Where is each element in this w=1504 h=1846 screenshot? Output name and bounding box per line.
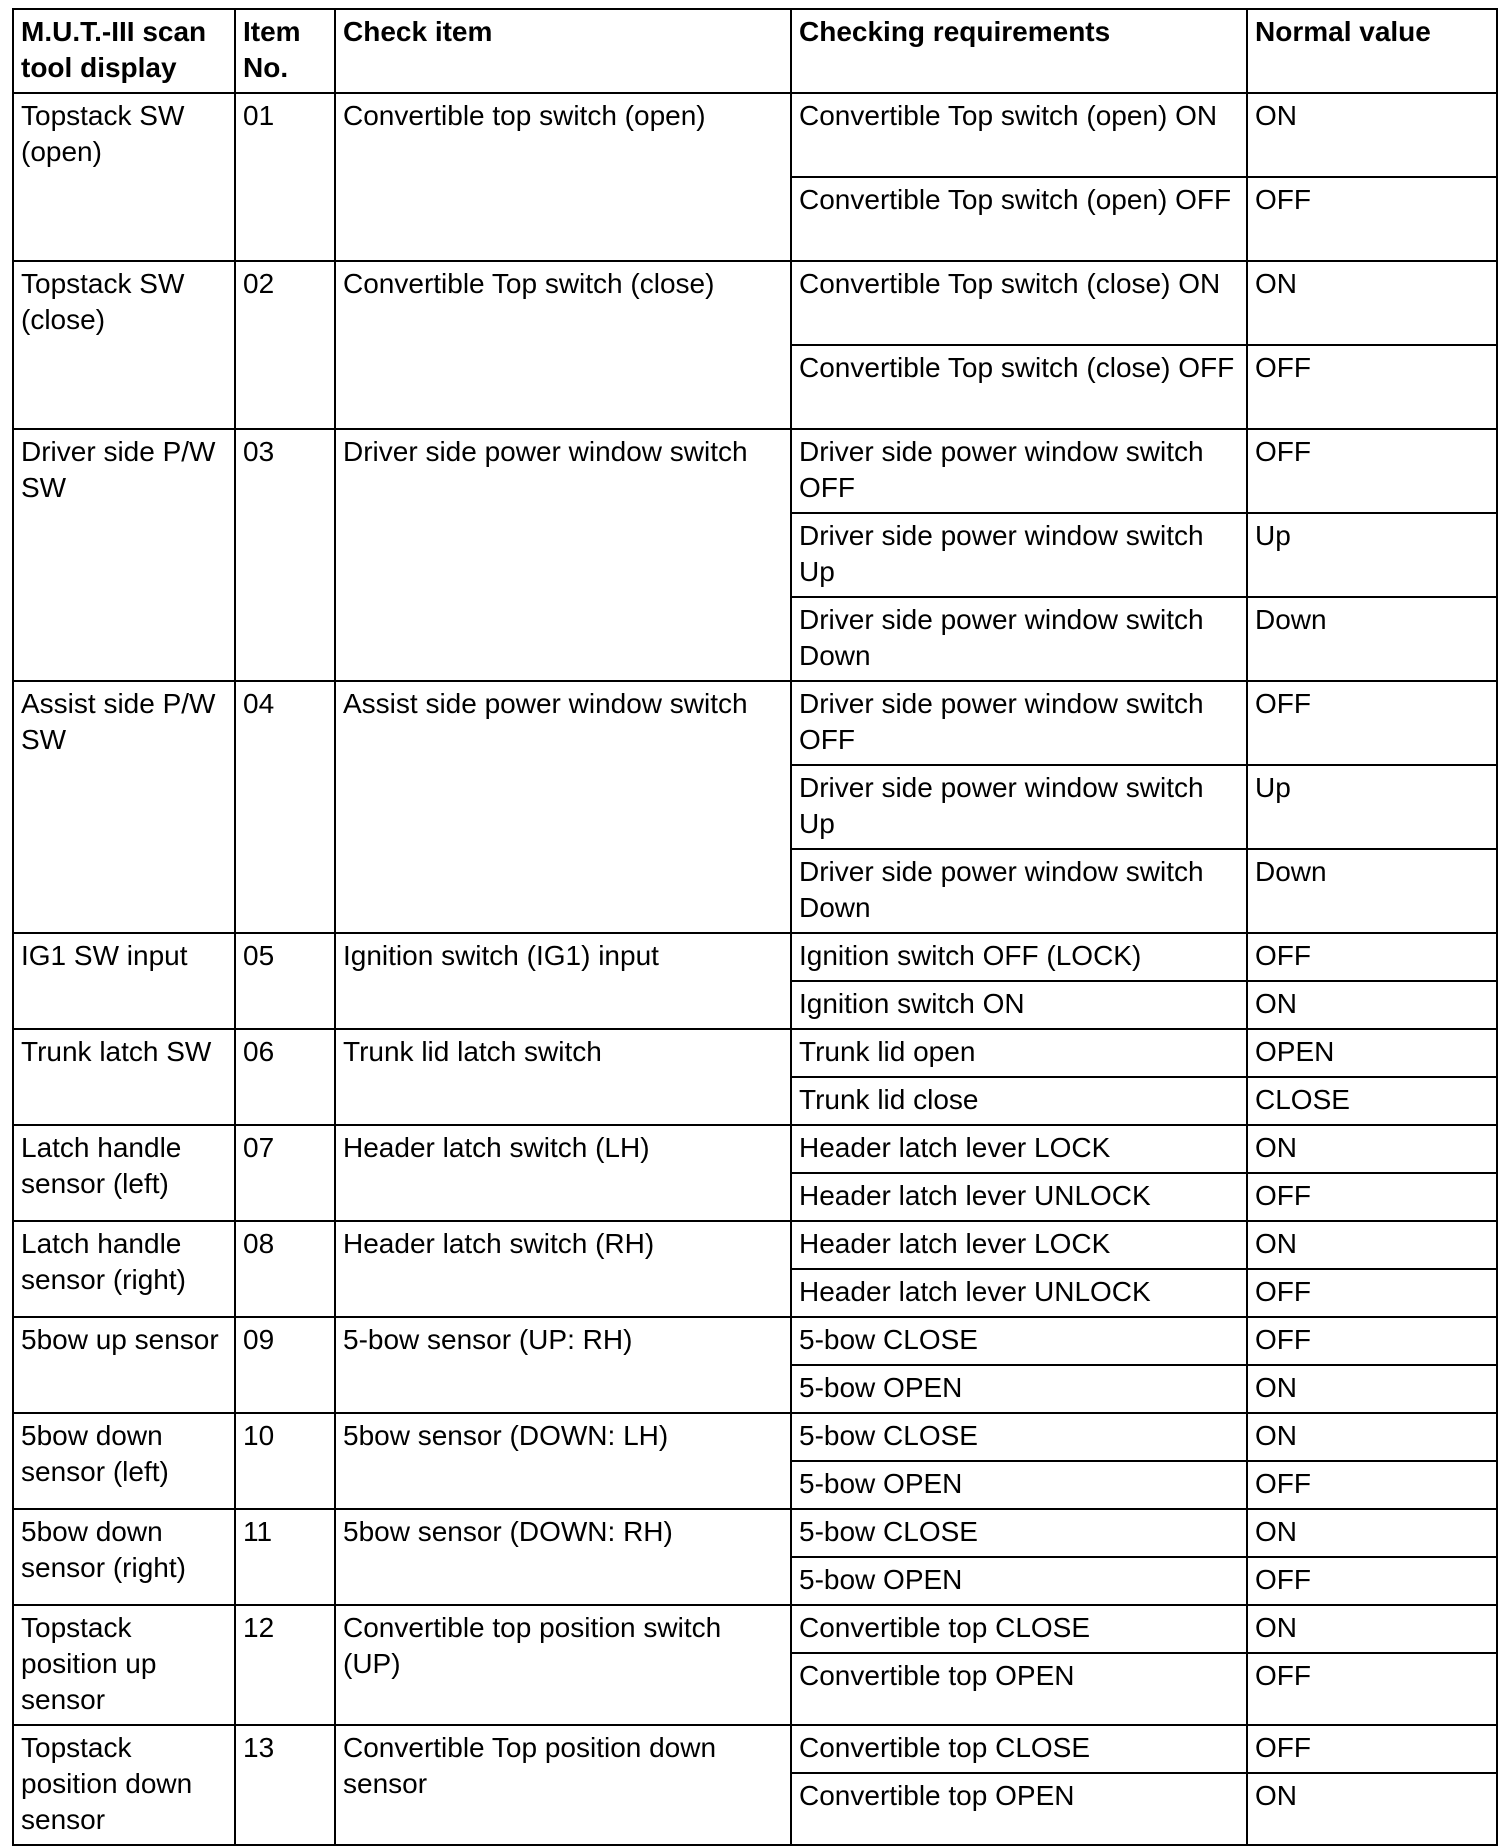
table-row <box>13 1509 1497 1557</box>
checking-requirement-cell: 5-bow OPEN <box>791 1365 1247 1413</box>
normal-value-cell: OPEN <box>1247 1029 1497 1077</box>
inspection-table <box>12 8 1498 1846</box>
item-no-cell: 03 <box>235 429 335 681</box>
normal-value-cell: ON <box>1247 1509 1497 1557</box>
item-no-cell: 08 <box>235 1221 335 1317</box>
checking-requirement-cell: Trunk lid close <box>791 1077 1247 1125</box>
normal-value-cell: ON <box>1247 1365 1497 1413</box>
checking-requirement-cell: Convertible Top switch (close) OFF <box>791 345 1247 429</box>
normal-value-cell: ON <box>1247 93 1497 177</box>
scan-tool-display-cell: Driver side P/W SW <box>13 429 235 681</box>
check-item-cell: Convertible top position switch (UP) <box>335 1605 791 1725</box>
normal-value-cell: OFF <box>1247 681 1497 765</box>
scan-tool-display-cell: 5bow down sensor (right) <box>13 1509 235 1605</box>
scan-tool-display-cell: Assist side P/W SW <box>13 681 235 933</box>
checking-requirement-cell: Driver side power window switch Down <box>791 597 1247 681</box>
checking-requirement-cell: Convertible top CLOSE <box>791 1605 1247 1653</box>
checking-requirement-cell: Header latch lever LOCK <box>791 1221 1247 1269</box>
check-item-cell: Trunk lid latch switch <box>335 1029 791 1125</box>
table-row <box>13 681 1497 765</box>
normal-value-cell: OFF <box>1247 1269 1497 1317</box>
header-normal-value: Normal value <box>1247 9 1497 93</box>
normal-value-cell: OFF <box>1247 1653 1497 1725</box>
item-no-cell: 12 <box>235 1605 335 1725</box>
scan-tool-display-cell: Trunk latch SW <box>13 1029 235 1125</box>
checking-requirement-cell: Header latch lever UNLOCK <box>791 1269 1247 1317</box>
normal-value-cell: ON <box>1247 1773 1497 1845</box>
scan-tool-display-cell: 5bow up sensor <box>13 1317 235 1413</box>
normal-value-cell: ON <box>1247 981 1497 1029</box>
checking-requirement-cell: Ignition switch OFF (LOCK) <box>791 933 1247 981</box>
item-no-cell: 09 <box>235 1317 335 1413</box>
check-item-cell: Convertible Top position down sensor <box>335 1725 791 1845</box>
item-no-cell: 07 <box>235 1125 335 1221</box>
normal-value-cell: OFF <box>1247 1557 1497 1605</box>
table-row <box>13 1125 1497 1173</box>
header-row <box>13 9 1497 93</box>
checking-requirement-cell: Driver side power window switch OFF <box>791 681 1247 765</box>
table-row <box>13 1317 1497 1365</box>
checking-requirement-cell: Driver side power window switch Up <box>791 765 1247 849</box>
check-item-cell: Assist side power window switch <box>335 681 791 933</box>
checking-requirement-cell: 5-bow OPEN <box>791 1557 1247 1605</box>
checking-requirement-cell: 5-bow OPEN <box>791 1461 1247 1509</box>
normal-value-cell: Down <box>1247 849 1497 933</box>
check-item-cell: 5bow sensor (DOWN: RH) <box>335 1509 791 1605</box>
checking-requirement-cell: Ignition switch ON <box>791 981 1247 1029</box>
check-item-cell: Convertible Top switch (close) <box>335 261 791 429</box>
item-no-cell: 01 <box>235 93 335 261</box>
normal-value-cell: Up <box>1247 765 1497 849</box>
checking-requirement-cell: Convertible Top switch (open) ON <box>791 93 1247 177</box>
normal-value-cell: OFF <box>1247 1461 1497 1509</box>
check-item-cell: 5bow sensor (DOWN: LH) <box>335 1413 791 1509</box>
checking-requirement-cell: Driver side power window switch Up <box>791 513 1247 597</box>
normal-value-cell: OFF <box>1247 177 1497 261</box>
table-row <box>13 1029 1497 1077</box>
checking-requirement-cell: Trunk lid open <box>791 1029 1247 1077</box>
table-body <box>13 93 1497 1845</box>
checking-requirement-cell: Convertible Top switch (open) OFF <box>791 177 1247 261</box>
scan-tool-display-cell: Topstack position up sensor <box>13 1605 235 1725</box>
item-no-cell: 11 <box>235 1509 335 1605</box>
normal-value-cell: OFF <box>1247 933 1497 981</box>
checking-requirement-cell: Convertible top OPEN <box>791 1773 1247 1845</box>
checking-requirement-cell: Convertible Top switch (close) ON <box>791 261 1247 345</box>
normal-value-cell: OFF <box>1247 1725 1497 1773</box>
normal-value-cell: ON <box>1247 261 1497 345</box>
table-row <box>13 261 1497 345</box>
item-no-cell: 04 <box>235 681 335 933</box>
normal-value-cell: ON <box>1247 1125 1497 1173</box>
item-no-cell: 05 <box>235 933 335 1029</box>
table-row <box>13 1221 1497 1269</box>
check-item-cell: Ignition switch (IG1) input <box>335 933 791 1029</box>
check-item-cell: Driver side power window switch <box>335 429 791 681</box>
scan-tool-display-cell: Latch handle sensor (right) <box>13 1221 235 1317</box>
checking-requirement-cell: 5-bow CLOSE <box>791 1317 1247 1365</box>
table-row <box>13 1725 1497 1773</box>
header-scan-tool-display: M.U.T.-III scan tool display <box>13 9 235 93</box>
normal-value-cell: ON <box>1247 1413 1497 1461</box>
scan-tool-display-cell: Topstack SW (open) <box>13 93 235 261</box>
check-item-cell: Header latch switch (RH) <box>335 1221 791 1317</box>
item-no-cell: 10 <box>235 1413 335 1509</box>
checking-requirement-cell: Driver side power window switch Down <box>791 849 1247 933</box>
check-item-cell: 5-bow sensor (UP: RH) <box>335 1317 791 1413</box>
scan-tool-display-cell: Topstack SW (close) <box>13 261 235 429</box>
normal-value-cell: CLOSE <box>1247 1077 1497 1125</box>
table-row <box>13 933 1497 981</box>
scan-tool-display-cell: Latch handle sensor (left) <box>13 1125 235 1221</box>
normal-value-cell: ON <box>1247 1605 1497 1653</box>
checking-requirement-cell: Header latch lever UNLOCK <box>791 1173 1247 1221</box>
table-row <box>13 1605 1497 1653</box>
checking-requirement-cell: Header latch lever LOCK <box>791 1125 1247 1173</box>
table-row <box>13 93 1497 177</box>
item-no-cell: 13 <box>235 1725 335 1845</box>
item-no-cell: 02 <box>235 261 335 429</box>
header-check-item: Check item <box>335 9 791 93</box>
normal-value-cell: Down <box>1247 597 1497 681</box>
normal-value-cell: OFF <box>1247 345 1497 429</box>
normal-value-cell: OFF <box>1247 429 1497 513</box>
table-row <box>13 1413 1497 1461</box>
normal-value-cell: Up <box>1247 513 1497 597</box>
normal-value-cell: OFF <box>1247 1317 1497 1365</box>
normal-value-cell: OFF <box>1247 1173 1497 1221</box>
scan-tool-display-cell: Topstack position down sensor <box>13 1725 235 1845</box>
item-no-cell: 06 <box>235 1029 335 1125</box>
scan-tool-display-cell: 5bow down sensor (left) <box>13 1413 235 1509</box>
checking-requirement-cell: Convertible top CLOSE <box>791 1725 1247 1773</box>
header-item-no: Item No. <box>235 9 335 93</box>
scan-tool-display-cell: IG1 SW input <box>13 933 235 1029</box>
checking-requirement-cell: Convertible top OPEN <box>791 1653 1247 1725</box>
table-row <box>13 429 1497 513</box>
normal-value-cell: ON <box>1247 1221 1497 1269</box>
check-item-cell: Header latch switch (LH) <box>335 1125 791 1221</box>
checking-requirement-cell: 5-bow CLOSE <box>791 1509 1247 1557</box>
header-checking-requirements: Checking requirements <box>791 9 1247 93</box>
check-item-cell: Convertible top switch (open) <box>335 93 791 261</box>
checking-requirement-cell: Driver side power window switch OFF <box>791 429 1247 513</box>
checking-requirement-cell: 5-bow CLOSE <box>791 1413 1247 1461</box>
